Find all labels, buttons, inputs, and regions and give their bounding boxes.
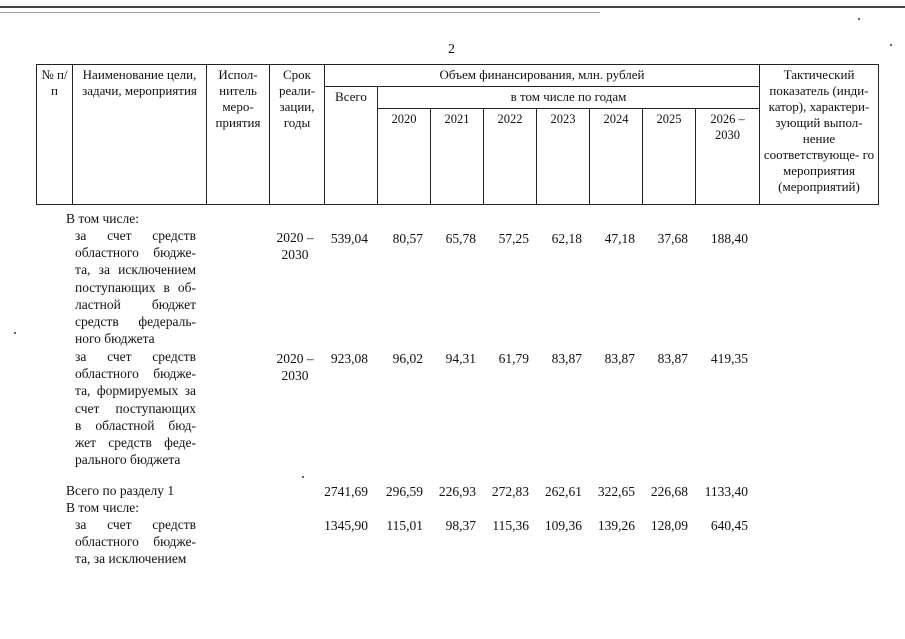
cell-total: 539,04: [330, 231, 368, 246]
cell-2023: 262,61: [544, 484, 582, 499]
cell-2022: 57,25: [498, 231, 529, 246]
cell-2021: 94,31: [445, 351, 476, 366]
cell-2021: 98,37: [445, 518, 476, 533]
header-year-2022: 2022: [484, 109, 537, 205]
row-period: 2020 – 2030: [276, 351, 314, 383]
cell-2022: 61,79: [498, 351, 529, 366]
header-num: № п/п: [37, 65, 73, 205]
cell-2020: 115,01: [386, 518, 423, 533]
cell-2026-2030: 188,40: [710, 231, 748, 246]
header-year-2024: 2024: [590, 109, 643, 205]
cell-total: 1345,90: [324, 518, 368, 533]
cell-total: 923,08: [330, 351, 368, 366]
cell-2025: 128,09: [650, 518, 688, 533]
row-label: В том числе:: [66, 211, 139, 226]
cell-2021: 65,78: [445, 231, 476, 246]
cell-2026-2030: 1133,40: [704, 484, 748, 499]
scan-speck: [302, 476, 304, 478]
top-border-line: [0, 6, 905, 8]
header-total: Всего: [325, 87, 378, 205]
cell-2023: 109,36: [544, 518, 582, 533]
header-year-2023: 2023: [537, 109, 590, 205]
row-label: В том числе:: [66, 500, 139, 515]
cell-2020: 96,02: [392, 351, 423, 366]
row-period: 2020 – 2030: [276, 230, 314, 262]
row-label: Всего по разделу 1: [66, 483, 175, 498]
cell-2020: 296,59: [385, 484, 423, 499]
cell-2025: 226,68: [650, 484, 688, 499]
cell-total: 2741,69: [324, 484, 368, 499]
header-year-2026-2030: 2026 – 2030: [696, 109, 760, 205]
header-term: Срок реали- зации, годы: [270, 65, 325, 205]
cell-2021: 226,93: [438, 484, 476, 499]
cell-2025: 83,87: [657, 351, 688, 366]
table-header: [36, 64, 879, 205]
cell-2023: 83,87: [551, 351, 582, 366]
cell-2023: 62,18: [551, 231, 582, 246]
scan-speck: [14, 332, 16, 334]
cell-2026-2030: 640,45: [710, 518, 748, 533]
cell-2024: 322,65: [597, 484, 635, 499]
header-year-2021: 2021: [431, 109, 484, 205]
scan-speck: [858, 18, 860, 20]
header-name: Наименование цели, задачи, мероприятия: [73, 65, 207, 205]
header-by-years: в том числе по годам: [378, 87, 760, 109]
row-label: за счет средств областного бюдже- та, за исключением: [75, 517, 196, 567]
header-executor: Испол- нитель меро- приятия: [207, 65, 270, 205]
scan-speck: [890, 44, 892, 46]
header-year-2020: 2020: [378, 109, 431, 205]
cell-2022: 115,36: [492, 518, 529, 533]
row-label: за счет средств областного бюдже- та, формируемых за счет поступающих в областной бюд- жет средств феде- рального бюджета: [75, 349, 196, 468]
row-label: за счет средств областного бюдже- та, за исключением поступающих в об- ластной бюджет средств федераль- ного бюджета: [75, 228, 196, 347]
cell-2026-2030: 419,35: [710, 351, 748, 366]
cell-2024: 83,87: [604, 351, 635, 366]
cell-2022: 272,83: [491, 484, 529, 499]
header-year-2025: 2025: [643, 109, 696, 205]
cell-2024: 47,18: [604, 231, 635, 246]
page-number: 2: [448, 42, 455, 57]
cell-2025: 37,68: [657, 231, 688, 246]
cell-2024: 139,26: [597, 518, 635, 533]
top-border-line-thin: [0, 12, 600, 13]
cell-2020: 80,57: [392, 231, 423, 246]
header-indicator: Тактический показатель (инди- катор), характери- зующий выпол- нение соответствующе- го мероприятия (мероприятий): [760, 65, 879, 205]
header-funding: Объем финансирования, млн. рублей: [325, 65, 760, 87]
